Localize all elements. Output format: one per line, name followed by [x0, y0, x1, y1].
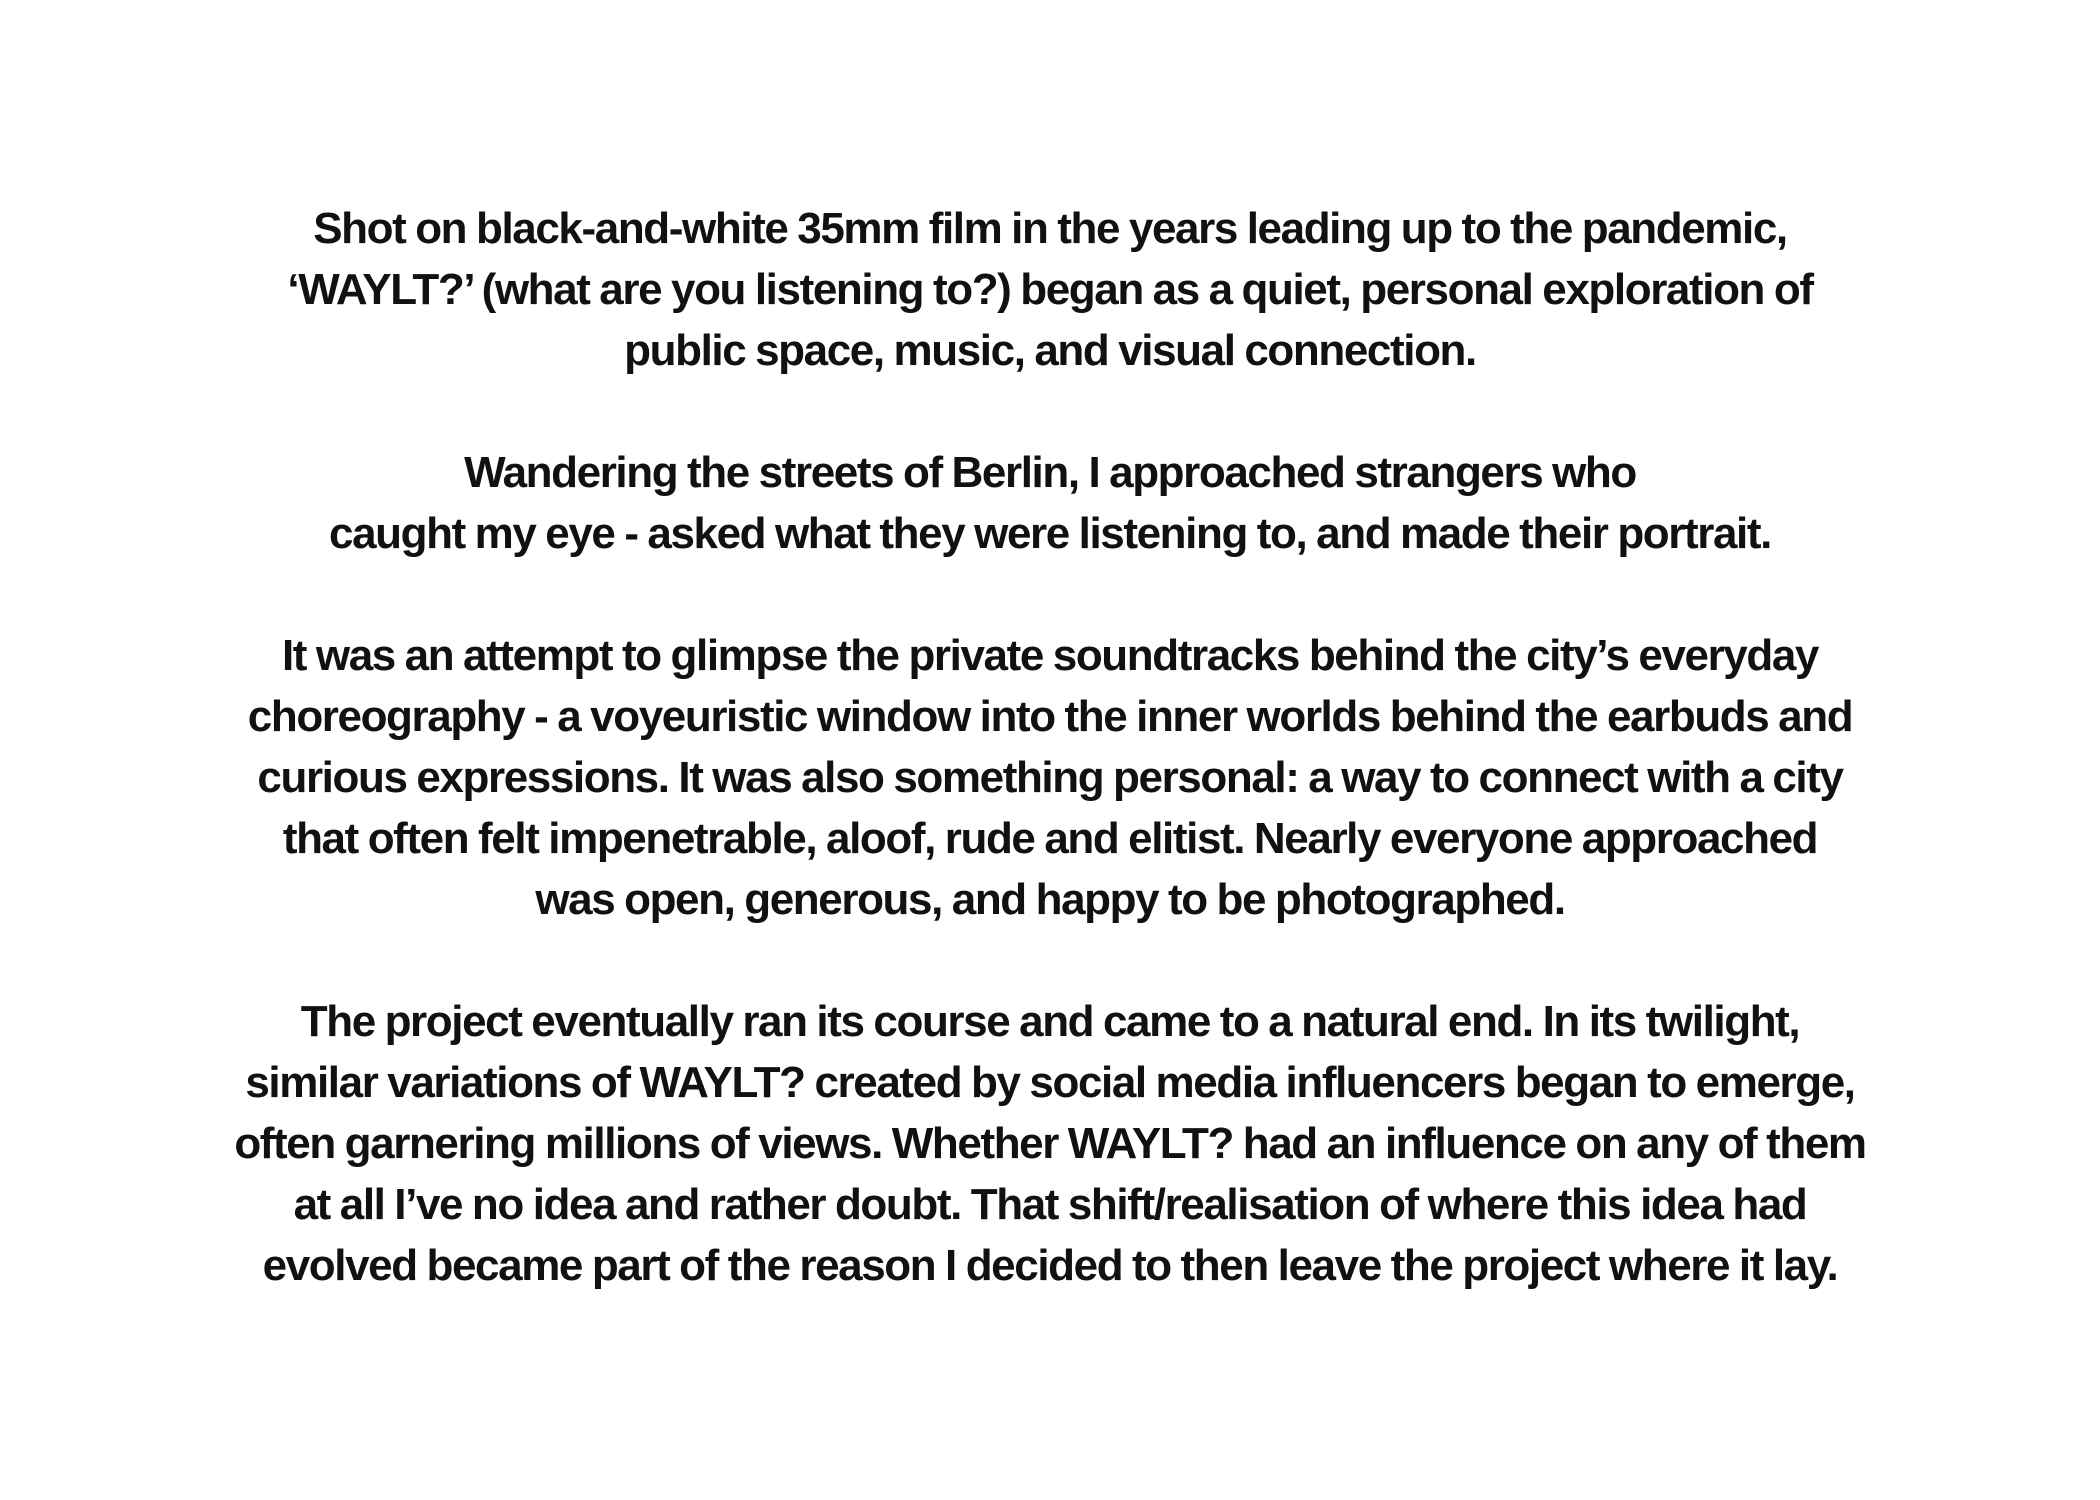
text-line: curious expressions. It was also something personal: a way to connect with a city: [257, 753, 1843, 802]
paragraph-ending: [150, 991, 1950, 1296]
paragraph-berlin: [150, 442, 1950, 564]
text-line: Wandering the streets of Berlin, I approached strangers who: [464, 448, 1636, 497]
text-line: was open, generous, and happy to be photographed.: [535, 875, 1565, 924]
text-line: evolved became part of the reason I decided to then leave the project where it lay.: [262, 1241, 1838, 1290]
paragraph-intro: [150, 198, 1950, 381]
text-line: at all I’ve no idea and rather doubt. That shift/realisation of where this idea had: [293, 1180, 1807, 1229]
text-line: that often felt impenetrable, aloof, rude and elitist. Nearly everyone approached: [282, 814, 1818, 863]
text-line: The project eventually ran its course and came to a natural end. In its twilight,: [300, 997, 1800, 1046]
text-line: caught my eye - asked what they were listening to, and made their portrait.: [329, 509, 1771, 558]
paragraph-soundtracks: [150, 625, 1950, 930]
project-statement: [150, 198, 1950, 1296]
text-line: often garnering millions of views. Whether WAYLT? had an influence on any of them: [234, 1119, 1866, 1168]
text-line: similar variations of WAYLT? created by social media influencers began to emerge,: [245, 1058, 1855, 1107]
text-line: public space, music, and visual connection.: [624, 326, 1476, 375]
text-line: ‘WAYLT?’ (what are you listening to?) began as a quiet, personal exploration of: [287, 265, 1813, 314]
text-line: choreography - a voyeuristic window into the inner worlds behind the earbuds and: [247, 692, 1853, 741]
text-line: It was an attempt to glimpse the private soundtracks behind the city’s everyday: [281, 631, 1819, 680]
text-line: Shot on black-and-white 35mm film in the years leading up to the pandemic,: [313, 204, 1787, 253]
